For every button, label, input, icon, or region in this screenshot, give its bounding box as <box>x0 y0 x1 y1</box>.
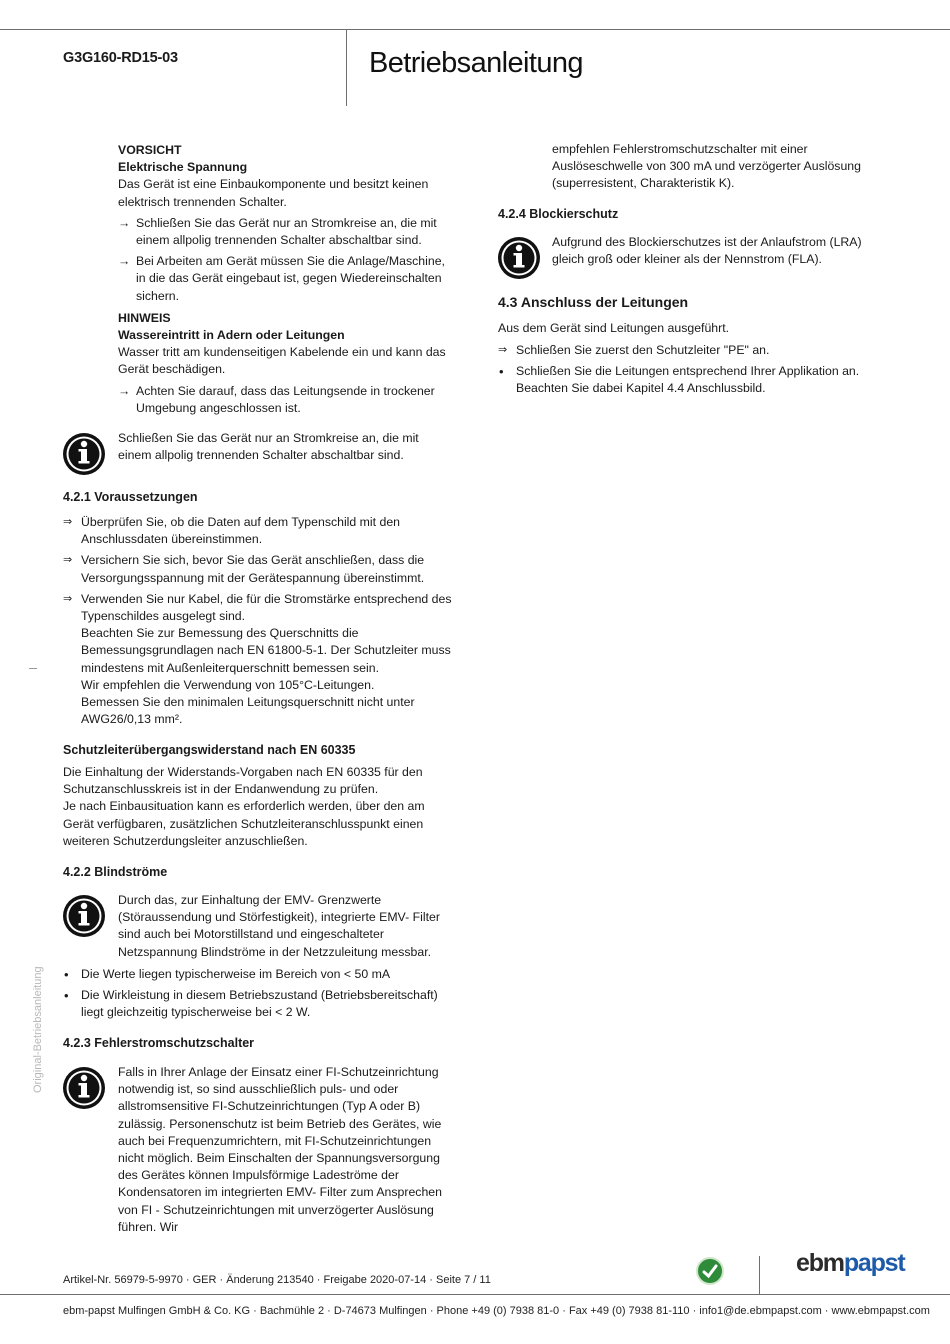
connection-list <box>498 338 893 398</box>
info-note-3: Falls in Ihrer Anlage der Einsatz einer FI-Schutzeinrichtung notwendig ist, so sind ausschließlich puls- und oder allstromsensitive FI-Schutzeinrichtungen (Typ A oder B) zulässig. Personenschutz ist beim Betrieb des Gerätes, wie auch bei Frequenzumrichtern, mit FI-Schutzeinrichtungen nicht möglich. Beim Einschalten der Spannungsversorgung des Gerätes können Impulsförmige Ladeströme der Kondensatoren im integrierten EMV- Filter zum Ansprechen von FI - Schutzeinrichtungen mit unverzögerter Auslösung führen. Wir <box>118 1065 442 1234</box>
caution-text: Das Gerät ist eine Einbaukomponente und besitzt keinen elektrisch trennenden Schalter. <box>118 177 429 209</box>
checkmark-icon <box>698 1259 722 1283</box>
bullet-icon: • <box>64 988 69 1004</box>
list-item: ⇒ Überprüfen Sie, ob die Daten auf dem Typenschild mit den Anschlussdaten übereinstimmen. <box>63 515 400 547</box>
double-arrow-icon: ⇒ <box>63 516 73 528</box>
arrow-icon: → <box>118 215 131 230</box>
notice-title: HINWEIS <box>118 310 171 325</box>
section-heading-4-2-4: 4.2.4 Blockierschutz <box>498 207 619 221</box>
list-item: • Die Wirkleistung in diesem Betriebszustand (Betriebsbereitschaft) liegt gleichzeitig typischerweise bei < 2 W. <box>64 988 438 1020</box>
caution-title: VORSICHT <box>118 143 182 157</box>
company-logo: ebmpapst <box>796 1249 905 1277</box>
pe-heading: Schutzleiterübergangswiderstand nach EN 60335 <box>63 743 356 757</box>
bullet-icon: • <box>499 364 504 380</box>
list-item: ⇒ Versichern Sie sich, bevor Sie das Gerät anschließen, dass die Versorgungsspannung mit der Gerätespannung übereinstimmt. <box>63 553 425 585</box>
section-heading-4-2-3: 4.2.3 Fehlerstromschutzschalter <box>63 1036 255 1050</box>
arrow-icon: → <box>118 254 131 269</box>
double-arrow-icon: ⇒ <box>498 344 508 356</box>
footer-rule <box>0 1294 950 1295</box>
company-address: ebm-papst Mulfingen GmbH & Co. KG · Bachmühle 2 · D-74673 Mulfingen · Phone +49 (0) 7938 81-0 · Fax +49 (0) 7938 81-110 · info1@de.ebmpapst.com · www.ebmpapst.com <box>63 1305 930 1317</box>
header-divider <box>346 29 347 106</box>
info-icon <box>62 1066 106 1110</box>
caution-item: → Schließen Sie das Gerät nur an Stromkreise an, die mit einem allpolig trennenden Schalter abschaltbar sind. <box>118 215 437 248</box>
green-tech-badge-icon <box>696 1257 724 1285</box>
pe-text: Die Einhaltung der Widerstands-Vorgaben nach EN 60335 für den Schutzanschlusskreis ist in der Endanwendung zu prüfen. Je nach Einbausituation kann es erforderlich werden, über den am Gerät verfügbaren, zusätzlichen Schutzleiteranschlusspunkt einen weiteren Schutzerdungsleiter anzuschließen. <box>63 765 425 848</box>
model-number: G3G160-RD15-03 <box>63 50 178 66</box>
list-item: ⇒ Schließen Sie zuerst den Schutzleiter "PE" an. <box>498 342 893 359</box>
safety-notices <box>118 142 453 417</box>
section-heading-4-2-1: 4.2.1 Voraussetzungen <box>63 490 198 504</box>
info-icon <box>62 894 106 938</box>
info-icon <box>497 236 541 280</box>
list-item: • Schließen Sie die Leitungen entsprechend Ihrer Applikation an. Beachten Sie dabei Kapitel 4.4 Anschlussbild. <box>499 364 860 396</box>
info-note-1: Schließen Sie das Gerät nur an Stromkreise an, die mit einem allpolig trennenden Schalter abschaltbar sind. <box>118 431 419 463</box>
section-heading-4-3: 4.3 Anschluss der Leitungen <box>498 294 689 310</box>
caution-item: → Bei Arbeiten am Gerät müssen Sie die Anlage/Maschine, in die das Gerät eingebaut ist, gegen Wiedereinschalten sichern. <box>118 254 445 303</box>
info-icon <box>62 432 106 476</box>
footer-divider <box>759 1256 760 1294</box>
fold-mark <box>29 668 37 669</box>
info-note-4: Aufgrund des Blockierschutzes ist der Anlaufstrom (LRA) gleich groß oder kleiner als der Nennstrom (FLA). <box>552 235 862 267</box>
info-note-2: Durch das, zur Einhaltung der EMV- Grenzwerte (Störaussendung und Störfestigkeit), integrierte EMV- Filter sind auch bei Motorstillstand und eingeschalteter Netzspannung Blindströme in der Netzzuleitung messbar. <box>118 893 440 959</box>
double-arrow-icon: ⇒ <box>63 554 73 567</box>
bullet-icon: • <box>64 967 69 982</box>
info-note-3-continued: empfehlen Fehlerstromschutzschalter mit einer Auslöseschwelle von 300 mA und verzögerter Auslösung (superresistent, Charakteristik K). <box>552 142 861 191</box>
article-info: Artikel-Nr. 56979-5-9970 · GER · Änderung 213540 · Freigabe 2020-07-14 · Seite 7 / 11 <box>63 1274 491 1286</box>
notice-subtitle: Wassereintritt in Adern oder Leitungen <box>118 328 345 343</box>
document-title: Betriebsanleitung <box>369 47 583 79</box>
sidebar-label: Original-Betriebsanleitung <box>32 966 44 1093</box>
list-item: • Die Werte liegen typischerweise im Bereich von < 50 mA <box>64 967 391 982</box>
list-item: ⇒ Verwenden Sie nur Kabel, die für die Stromstärke entsprechend des Typenschildes ausgelegt sind. Beachten Sie zur Bemessung des Querschnitts die Bemessungsgrundlagen nach EN 61800-5-1. Der Schutzleiter muss mindestens mit Außenleiterquerschnitt bemessen sein. Wir empfehlen die Verwendung von 105°C-Leitungen. Bemessen Sie den minimalen Leitungsquerschnitt nicht unter AWG26/0,13 mm². <box>63 591 452 727</box>
caution-subtitle: Elektrische Spannung <box>118 160 248 175</box>
header-top-rule <box>0 29 950 30</box>
reactive-current-list <box>63 962 453 1022</box>
double-arrow-icon: ⇒ <box>63 592 73 605</box>
section-heading-4-2-2: 4.2.2 Blindströme <box>63 865 168 879</box>
arrow-icon: → <box>118 383 131 398</box>
prerequisites-list <box>63 510 453 728</box>
notice-text: Wasser tritt am kundenseitigen Kabelende ein und kann das Gerät beschädigen. <box>118 345 446 377</box>
notice-item: → Achten Sie darauf, dass das Leitungsende in trockener Umgebung angeschlossen ist. <box>118 383 435 415</box>
section-4-3-text: Aus dem Gerät sind Leitungen ausgeführt. <box>498 321 730 335</box>
